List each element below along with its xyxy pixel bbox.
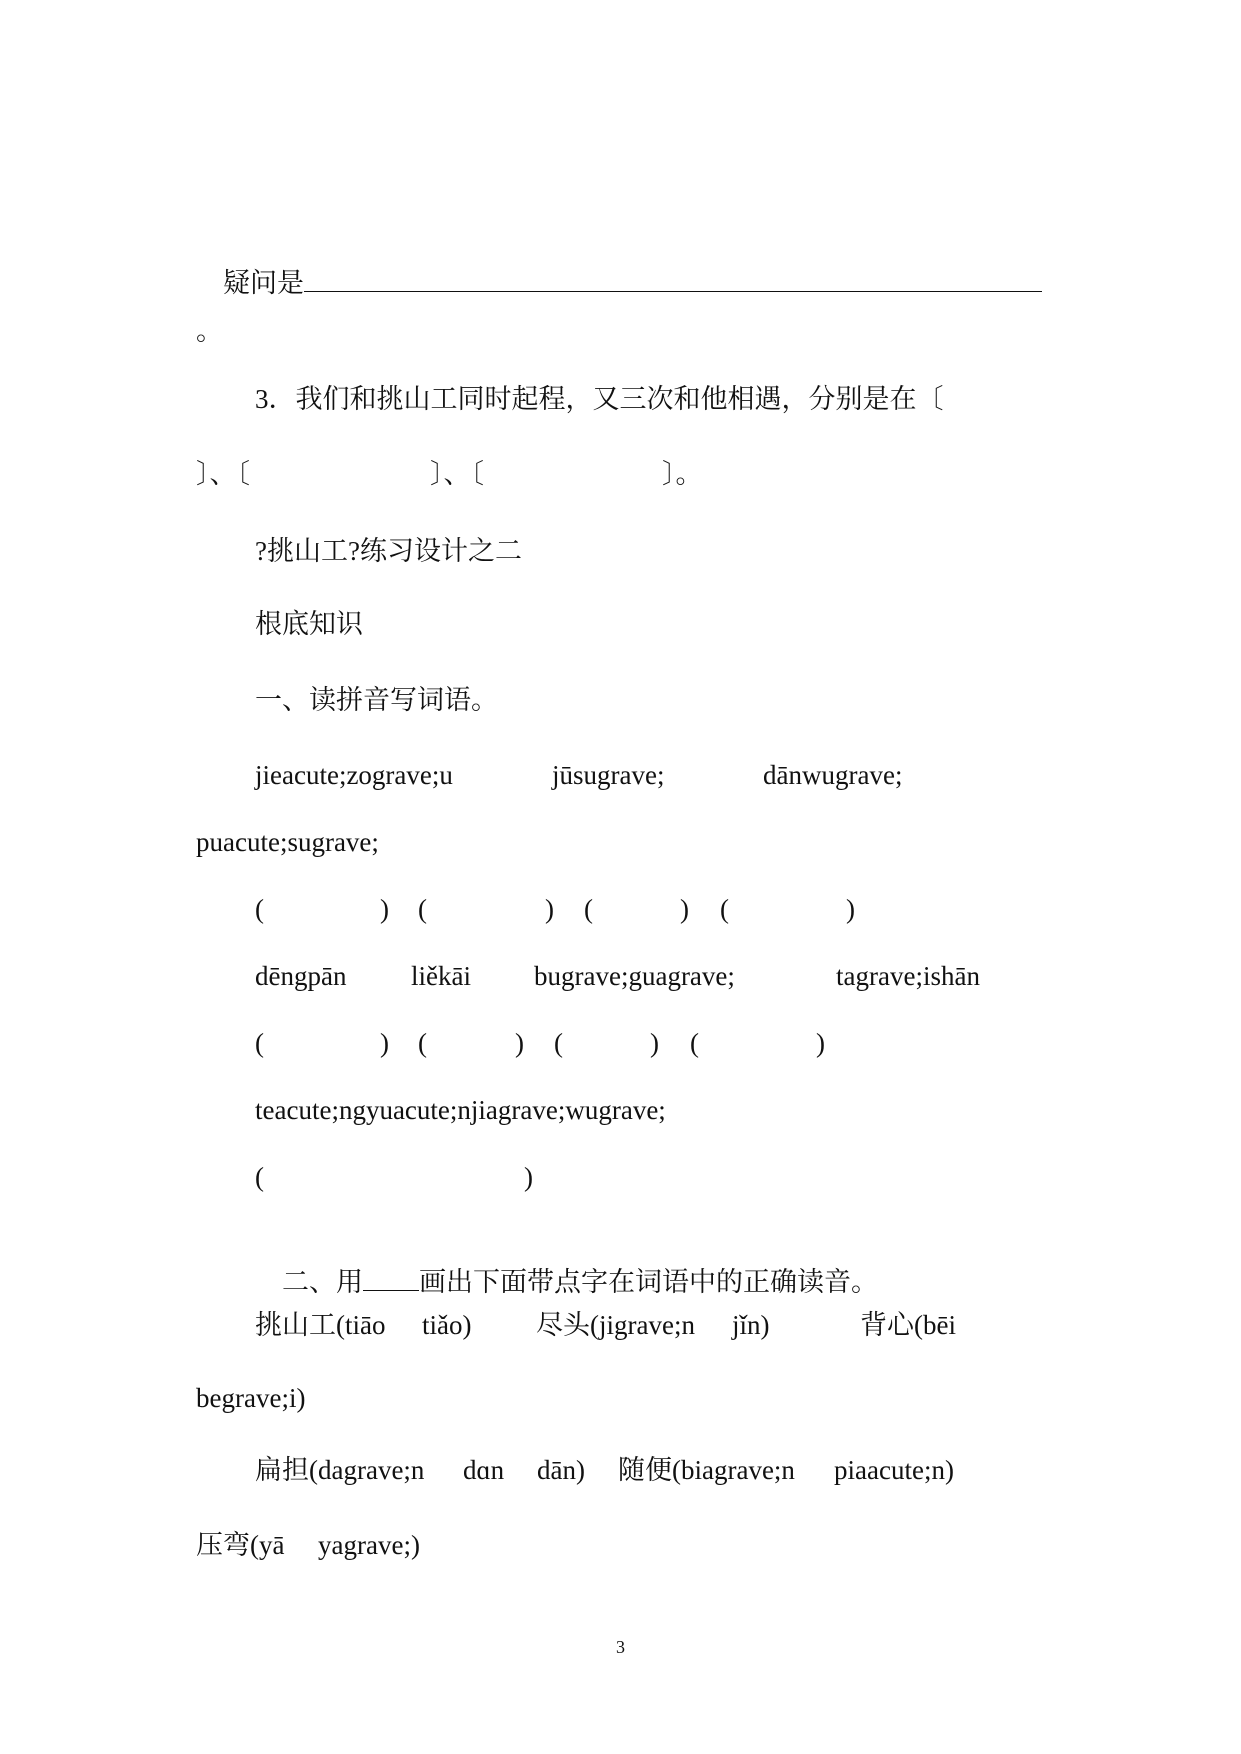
answer-paren-close: ) (545, 894, 554, 924)
answer-paren-open: ( (584, 894, 593, 924)
q3-blank-3-close: 〕。 (662, 459, 703, 489)
period-line: 。 (196, 316, 223, 346)
answer-paren-open: ( (690, 1028, 699, 1058)
pinyin-8: tagrave;ishān (836, 961, 980, 991)
exercise-title: ?挑山工?练习设计之二 (255, 536, 522, 566)
question-line (196, 232, 1042, 334)
answer-paren-open: ( (418, 1028, 427, 1058)
pinyin-9: teacute;ngyuacute;njiagrave;wugrave; (255, 1095, 666, 1125)
section-1-heading: 一、读拼音写词语。 (255, 685, 498, 715)
pron-alt-4: dān) (537, 1455, 585, 1485)
pron-word-5: 随便(biagrave;n (618, 1455, 795, 1485)
page-number: 3 (616, 1637, 625, 1657)
underline-sample (363, 1268, 419, 1291)
pinyin-5: dēngpān (255, 961, 347, 991)
pron-alt-6: yagrave;) (318, 1530, 420, 1560)
answer-paren-open: ( (255, 1028, 264, 1058)
section-2-suffix: 画出下面带点字在词语中的正确读音。 (419, 1267, 878, 1297)
answer-paren-close: ) (846, 894, 855, 924)
question-label: 疑问是 (223, 268, 304, 298)
section-heading-basic: 根底知识 (255, 609, 363, 639)
pinyin-3: dānwugrave; (763, 760, 903, 790)
pinyin-4: puacute;sugrave; (196, 827, 379, 857)
section-2-prefix: 二、用 (282, 1267, 363, 1297)
answer-paren-open: ( (255, 1162, 264, 1192)
q3-blank-1-close: 〕、〔 (196, 459, 250, 489)
pinyin-2: jūsugrave; (552, 760, 665, 790)
answer-paren-close: ) (524, 1162, 533, 1192)
pinyin-7: bugrave;guagrave; (534, 961, 735, 991)
answer-paren-close: ) (380, 1028, 389, 1058)
pron-mid-4: dɑn (463, 1455, 505, 1485)
pron-word-3: 背心(bēi (860, 1310, 956, 1340)
pron-word-1: 挑山工(tiāo (255, 1310, 386, 1340)
pron-alt-1: tiǎo) (422, 1310, 472, 1340)
pron-alt-5: piaacute;n) (834, 1455, 954, 1485)
question-3-text: 3．我们和挑山工同时起程，又三次和他相遇，分别是在〔 (255, 384, 944, 414)
answer-paren-close: ) (680, 894, 689, 924)
answer-paren-open: ( (255, 894, 264, 924)
pron-alt-2: jǐn) (732, 1310, 770, 1340)
pinyin-6: liěkāi (411, 961, 471, 991)
answer-paren-close: ) (515, 1028, 524, 1058)
pinyin-1: jieacute;zograve;u (255, 760, 453, 790)
answer-paren-close: ) (650, 1028, 659, 1058)
pron-word-4: 扁担(dagrave;n (255, 1455, 425, 1485)
pron-wrap-1: begrave;i) (196, 1383, 306, 1413)
answer-paren-open: ( (418, 894, 427, 924)
pron-word-6: 压弯(yā (196, 1530, 285, 1560)
pron-word-2: 尽头(jigrave;n (536, 1310, 695, 1340)
answer-paren-close: ) (816, 1028, 825, 1058)
answer-blank-line (304, 269, 1042, 292)
answer-paren-open: ( (720, 894, 729, 924)
answer-paren-open: ( (554, 1028, 563, 1058)
q3-blank-2-close: 〕、〔 (430, 459, 484, 489)
answer-paren-close: ) (380, 894, 389, 924)
